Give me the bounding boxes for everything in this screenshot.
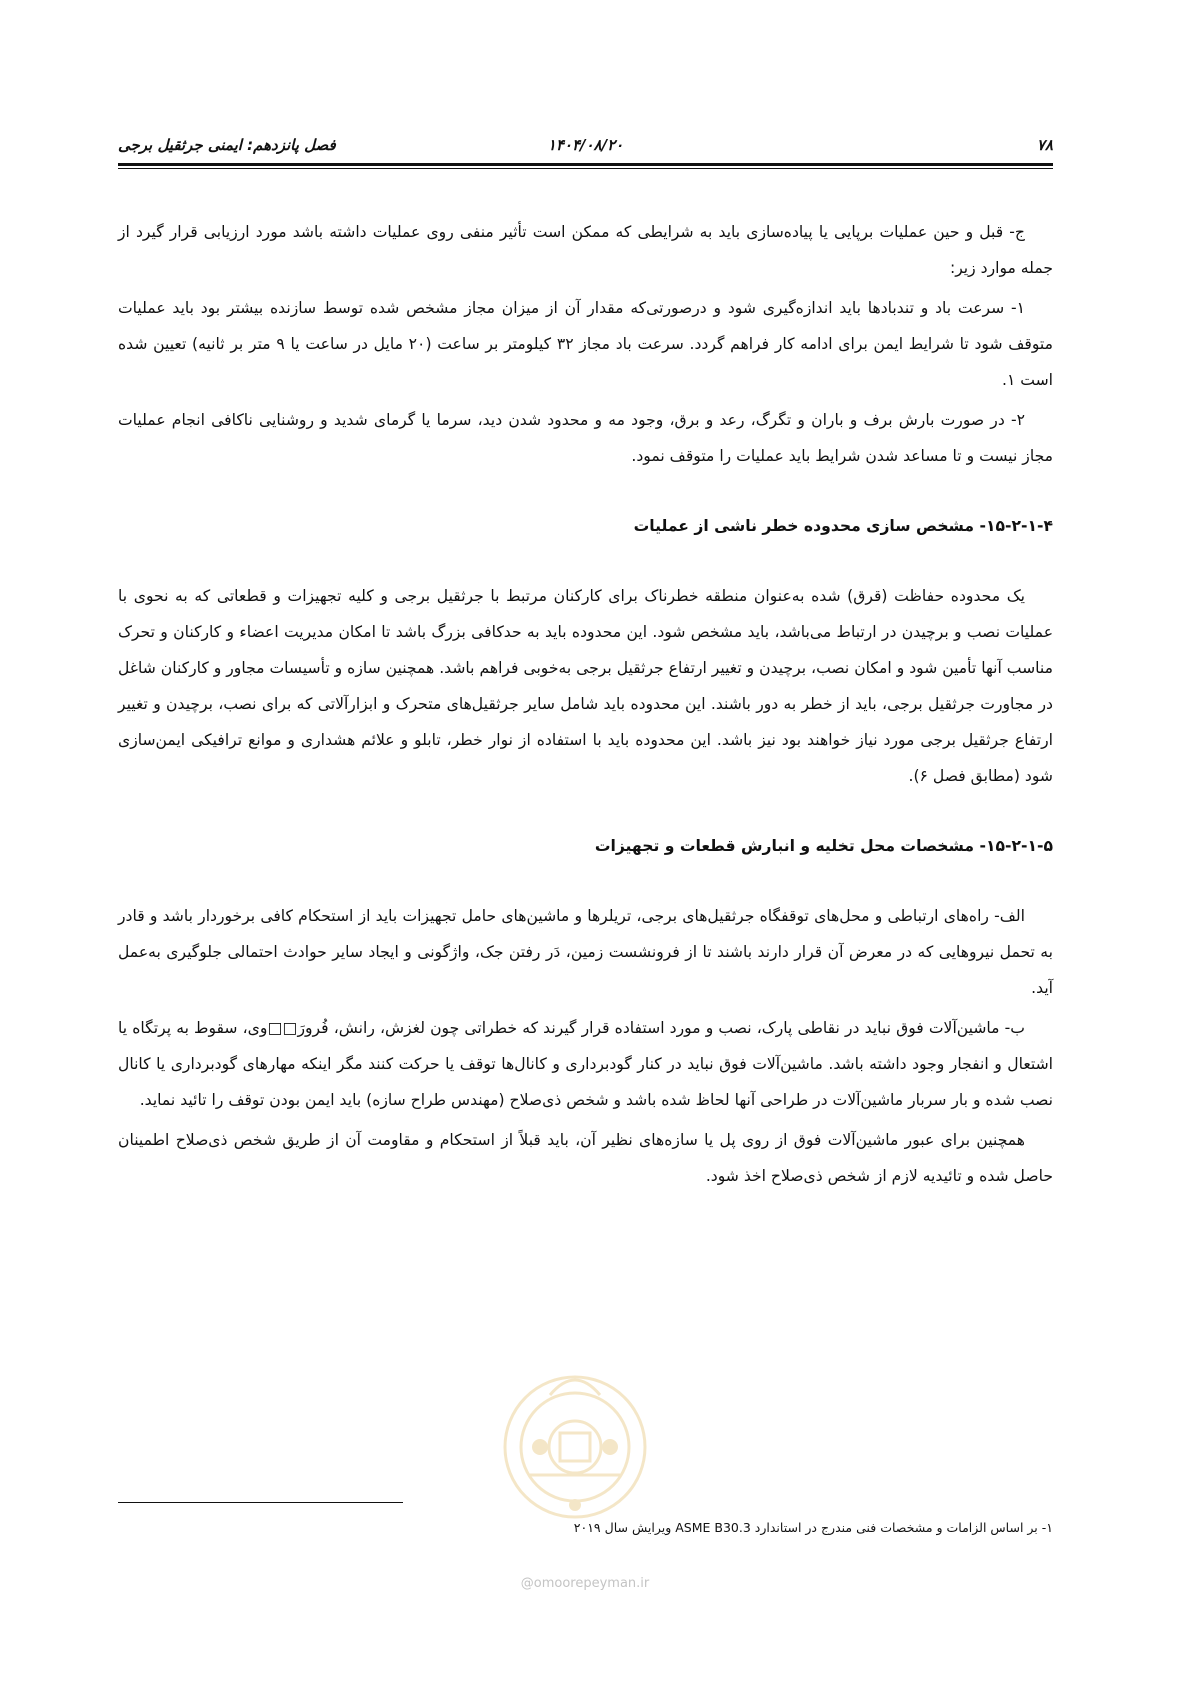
header-rule-thick (118, 163, 1053, 166)
paragraph: یک محدوده حفاظت (قرق) شده به‌عنوان منطقه خطرناک برای کارکنان مرتبط با جرثقیل برجی و کلیه تجهیزات و قطعاتی که به نحوی با عملیات نصب و برچیدن در ارتباط می‌باشد، باید مشخص شود. این محدوده باید به حدکافی بزرگ باشد تا امکان مدیریت اعضاء و کارکنان و تحرک مناسب آنها تأمین شود و امکان نصب، برچیدن و تغییر ارتفاع جرثقیل برجی به‌خوبی فراهم باشد. همچنین سازه و تأسیسات مجاور و کارکنان شاغل در مجاورت جرثقیل برجی، باید از خطر به دور باشند. این محدوده باید شامل سایر جرثقیل‌های متحرک و ابزارآلاتی که برای نصب، برچیدن و تغییر ارتفاع جرثقیل برجی مورد نیاز خواهند بود نیز باشد. این محدوده باید با استفاده از نوار خطر، تابلو و علائم هشداری و موانع ترافیکی ایمن‌سازی شود (مطابق فصل ۶). (118, 587, 1053, 785)
paragraph: همچنین برای عبور ماشین‌آلات فوق از روی پل یا سازه‌های نظیر آن، باید قبلاً از استحکام و مقاومت آن از طریق شخص ذی‌صلاح اطمینان حاصل شده و تائیدیه لازم از شخص ذی‌صلاح اخذ شود. (118, 1131, 1053, 1185)
page-header (118, 134, 1053, 162)
chapter-title: فصل پانزدهم: ایمنی جرثقیل برجی (118, 136, 336, 154)
paragraph: ج- قبل و حین عملیات برپایی یا پیاده‌سازی باید به شرایطی که ممکن است تأثیر منفی روی عملیات داشته باشد مورد ارزیابی قرار گیرد از جمله موارد زیر: (118, 223, 1053, 277)
footnote: ۱- بر اساس الزامات و مشخصات فنی مندرج در استاندارد ASME B30.3 ویرایش سال ۲۰۱۹ (573, 1520, 1053, 1535)
header-rule-thin (118, 168, 1053, 169)
section-heading: ۱۵-۲-۱-۴- مشخص سازی محدوده خطر ناشی از عملیات (633, 517, 1053, 535)
footnote-separator (118, 1502, 403, 1503)
paragraph: الف- راه‌های ارتباطی و محل‌های توقفگاه جرثقیل‌های برجی، تریلرها و ماشین‌های حامل تجهیزات باید از استحکام کافی برخوردار باشد و قادر به تحمل نیروهایی که در معرض آن قرار دارند باشند تا از فرونشست زمین، دَر رفتن جک، واژگونی و ایجاد سایر حوادث احتمالی جلوگیری به‌عمل آید. (118, 907, 1053, 997)
watermark-url: @omoorepeyman.ir (520, 1576, 650, 1591)
body-text (118, 214, 1053, 1198)
paragraph: ۱- سرعت باد و تندبادها باید اندازه‌گیری شود و درصورتی‌که مقدار آن از میزان مجاز مشخص شده توسط سازنده بیشتر بود باید عملیات متوقف شود تا شرایط ایمن برای ادامه کار فراهم گردد. سرعت باد مجاز ۳۲ کیلومتر بر ساعت (۲۰ مایل در ساعت یا ۹ متر بر ثانیه) تعیین شده است ۱. (118, 299, 1053, 389)
paragraph: ب- ماشین‌آلات فوق نباید در نقاطی پارک، نصب و مورد استفاده قرار گیرند که خطراتی چون لغزش، رانش، فُرورَ□□وی، سقوط به پرتگاه یا اشتعال و انفجار وجود داشته باشد. ماشین‌آلات فوق نباید در کنار گودبرداری و کانال‌ها توقف یا حرکت کنند مگر اینکه مهارهای گودبرداری یا کانال نصب شده و بار سربار ماشین‌آلات در طراحی آنها لحاظ شده باشد و شخص ذی‌صلاح (مهندس طراح سازه) باید ایمن بودن توقف را تائید نماید. (118, 1019, 1053, 1109)
watermark-seal-icon (490, 1355, 660, 1530)
page-number: ۷۸ (1036, 136, 1053, 154)
header-date: ۱۴۰۴/۰۸/۲۰ (547, 136, 624, 154)
section-heading: ۱۵-۲-۱-۵- مشخصات محل تخلیه و انبارش قطعات و تجهیزات (594, 837, 1053, 855)
paragraph: ۲- در صورت بارش برف و باران و تگرگ، رعد و برق، وجود مه و محدود شدن دید، سرما یا گرمای شدید و روشنایی ناکافی انجام عملیات مجاز نیست و تا مساعد شدن شرایط باید عملیات را متوقف نمود. (118, 411, 1053, 465)
